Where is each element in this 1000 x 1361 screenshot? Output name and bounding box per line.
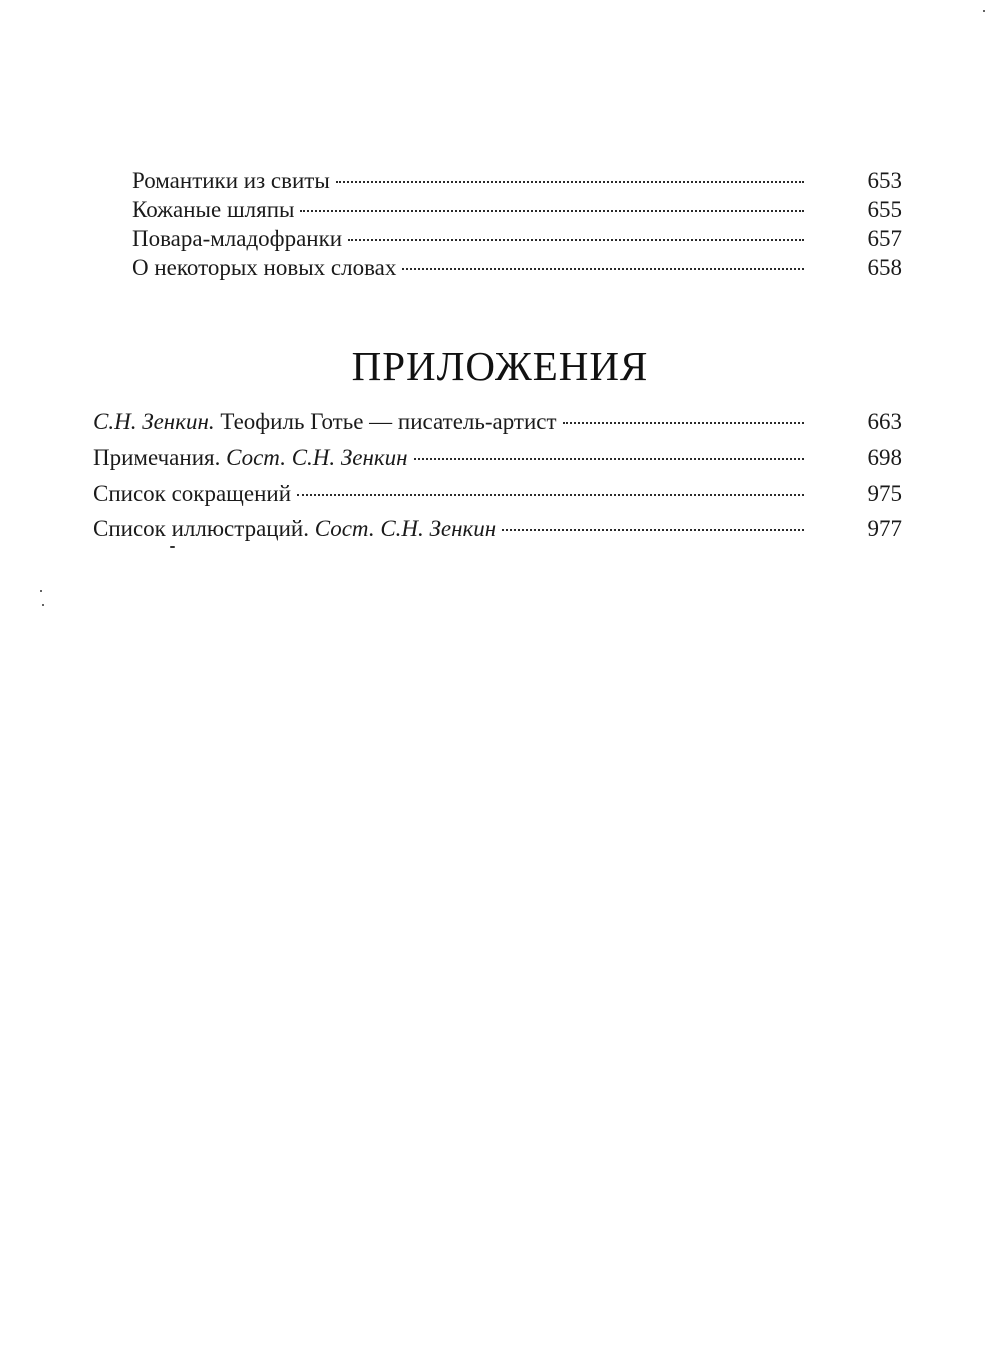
- dot-leader: [300, 210, 804, 212]
- scan-speck: [40, 590, 42, 592]
- toc-entry-title: О некоторых новых словах: [132, 255, 397, 280]
- toc-entry-page: 698: [867, 445, 902, 470]
- toc-entry-title: [93, 407, 557, 436]
- toc-entry[interactable]: [93, 479, 902, 508]
- toc-entry-title-text: Список сокращений: [93, 481, 292, 506]
- dot-leader: [402, 268, 804, 270]
- toc-entry-title: [93, 479, 291, 508]
- toc-entry-title: Романтики из свиты: [132, 168, 330, 193]
- toc-entry-compiler: Сост. С.Н. Зенкин: [314, 516, 497, 541]
- toc-entry[interactable]: [93, 514, 902, 543]
- toc-entry-page: 655: [867, 197, 902, 222]
- dot-leader: [502, 529, 804, 531]
- toc-entry[interactable]: [132, 253, 902, 282]
- toc-entry-page: 975: [867, 481, 902, 506]
- toc-entry[interactable]: [93, 443, 902, 472]
- scan-speck: [170, 546, 175, 548]
- dot-leader: [336, 181, 804, 183]
- toc-entry-title-text: Список иллюстраций.: [93, 516, 315, 541]
- dot-leader: [563, 422, 804, 424]
- toc-entry-page: 657: [867, 226, 902, 251]
- toc-entry-page: 653: [867, 168, 902, 193]
- toc-entry-page: 658: [867, 255, 902, 280]
- toc-entry[interactable]: [132, 224, 902, 253]
- scan-speck: [983, 10, 985, 12]
- toc-entry[interactable]: [132, 195, 902, 224]
- dot-leader: [414, 458, 804, 460]
- toc-entry-author: С.Н. Зенкин.: [93, 409, 215, 434]
- dot-leader: [297, 494, 804, 496]
- toc-entry-page: 977: [867, 516, 902, 541]
- appendix-heading: ПРИЛОЖЕНИЯ: [351, 343, 649, 389]
- toc-entry-title-text: Теофиль Готье — писатель-артист: [214, 409, 557, 434]
- toc-entry[interactable]: [132, 166, 902, 195]
- toc-entry-title: Кожаные шляпы: [132, 197, 295, 222]
- toc-entry-title-text: Примечания.: [93, 445, 227, 470]
- toc-entry-title: [93, 443, 408, 472]
- toc-entry[interactable]: [93, 407, 902, 436]
- toc-entry-title: [93, 514, 496, 543]
- toc-entry-title: Повара-младофранки: [132, 226, 343, 251]
- toc-entry-page: 663: [867, 409, 902, 434]
- scan-speck: [42, 604, 44, 606]
- toc-entry-compiler: Сост. С.Н. Зенкин: [226, 445, 408, 470]
- dot-leader: [348, 239, 804, 241]
